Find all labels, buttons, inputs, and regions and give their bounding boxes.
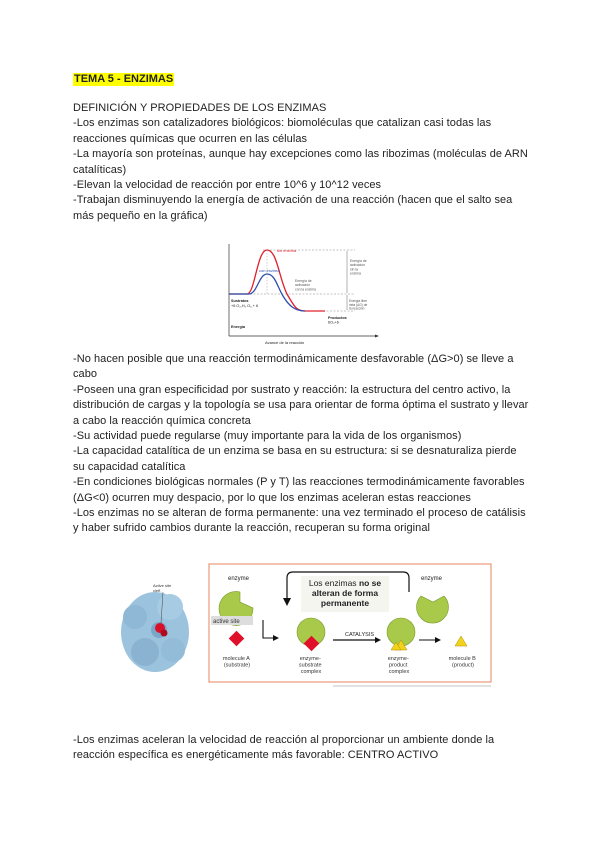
enzyme-label-left: enzyme [228, 576, 250, 582]
text-line: reacciones químicas que ocurren en las células [73, 132, 308, 145]
text-line: -Elevan la velocidad de reacción por entre 10^6 y 10^12 veces [73, 179, 382, 192]
text-line: reacción específica es energéticamente más favorable: CENTRO ACTIVO [73, 749, 439, 762]
section-properties [73, 352, 543, 537]
label-energy: Energía [231, 325, 245, 329]
text-line: distribución de cargas y la topología se usa para orientar de forma óptima el sustrato y llevar [73, 399, 529, 412]
label-substrates: Sustratos +6 O₂,H₂ O₆ + 6 [231, 299, 259, 308]
text-line: -No hacen posible que una reacción termodinámicamente desfavorable (ΔG>0) se lleve a [73, 353, 514, 365]
label-with-enzyme: con enzima [259, 268, 280, 273]
text-line: catalíticas) [73, 163, 127, 176]
enzyme-label-right: enzyme [421, 576, 443, 582]
text-line: -Los enzimas son catalizadores biológicos: biomoléculas que catalizan casi todas las [73, 117, 492, 130]
cycle-header-line3: permanente [320, 598, 370, 608]
activation-energy-figure [225, 238, 380, 350]
label-activation-no: Energía de activación sin la enzima [350, 259, 367, 276]
text-line: (ΔG<0) ocurren muy despacio, por lo que los enzimas aceleran estas reacciones [73, 491, 471, 504]
section-heading: DEFINICIÓN Y PROPIEDADES DE LOS ENZIMAS [73, 102, 327, 114]
text-line: su capacidad catalítica [73, 460, 186, 473]
cycle-header: Los enzimas no se [308, 578, 382, 588]
label-molecule-b: molecule B (product) [448, 656, 476, 669]
text-line: -Poseen una gran especificidad por sustrato y reacción: la estructura del centro activo, la [73, 383, 511, 396]
label-enzyme-product: enzyme- product complex [387, 656, 410, 675]
protein-structure-image [121, 592, 189, 672]
text-line: -En condiciones biológicas normales (P y T) las reacciones termodinámicamente favorables [73, 476, 525, 489]
catalysis-label: CATALYSIS [345, 632, 375, 638]
text-line: -La mayoría son proteínas, aunque hay excepciones como las ribozimas (moléculas de ARN [73, 148, 528, 161]
text-line: cabo [73, 368, 98, 381]
label-activation-with: Energía de activación con la enzima [295, 279, 316, 292]
label-molecule-a: molecule A (substrate) [222, 656, 251, 669]
x-axis-label: Avance de la reacción [265, 340, 305, 345]
text-line: más pequeño en la gráfica) [73, 209, 208, 222]
label-no-enzyme: sin enzima [277, 248, 297, 253]
document-title: TEMA 5 - ENZIMAS [74, 73, 174, 85]
text-line: -La capacidad catalítica de un enzima se basa en su estructura: si se desnaturaliza pierde [73, 445, 517, 458]
active-site-label: active site [213, 619, 240, 625]
section-definition [73, 101, 543, 224]
text-line: -Su actividad puede regularse (muy importante para la vida de los organismos) [73, 430, 462, 443]
section-active-center [73, 733, 543, 764]
text-line: -Los enzimas aceleran la velocidad de reacción al proporcionar un ambiente donde la [73, 734, 495, 746]
label-enzyme-substrate: enzyme- substrate complex [298, 656, 322, 675]
text-line: -Trabajan disminuyendo la energía de activación de una reacción (hacen que el salto sea [73, 194, 513, 207]
cycle-header-line2: alteran de forma [311, 588, 379, 598]
label-products: Productos 6O₂+6 [328, 316, 347, 325]
text-line: a cabo la reacción química concreta [73, 414, 251, 427]
text-line: -Los enzimas no se alteran de forma permanente: una vez terminado el proceso de catálisis [73, 507, 526, 520]
label-free-energy: Energía libre neta (ΔG) de la reacción [349, 299, 368, 311]
active-site-cleft-label: Active site cleft [153, 583, 172, 593]
text-line: y haber sufrido cambios durante la reacción, recuperan su forma original [73, 522, 431, 535]
enzyme-cycle-figure [115, 562, 495, 694]
